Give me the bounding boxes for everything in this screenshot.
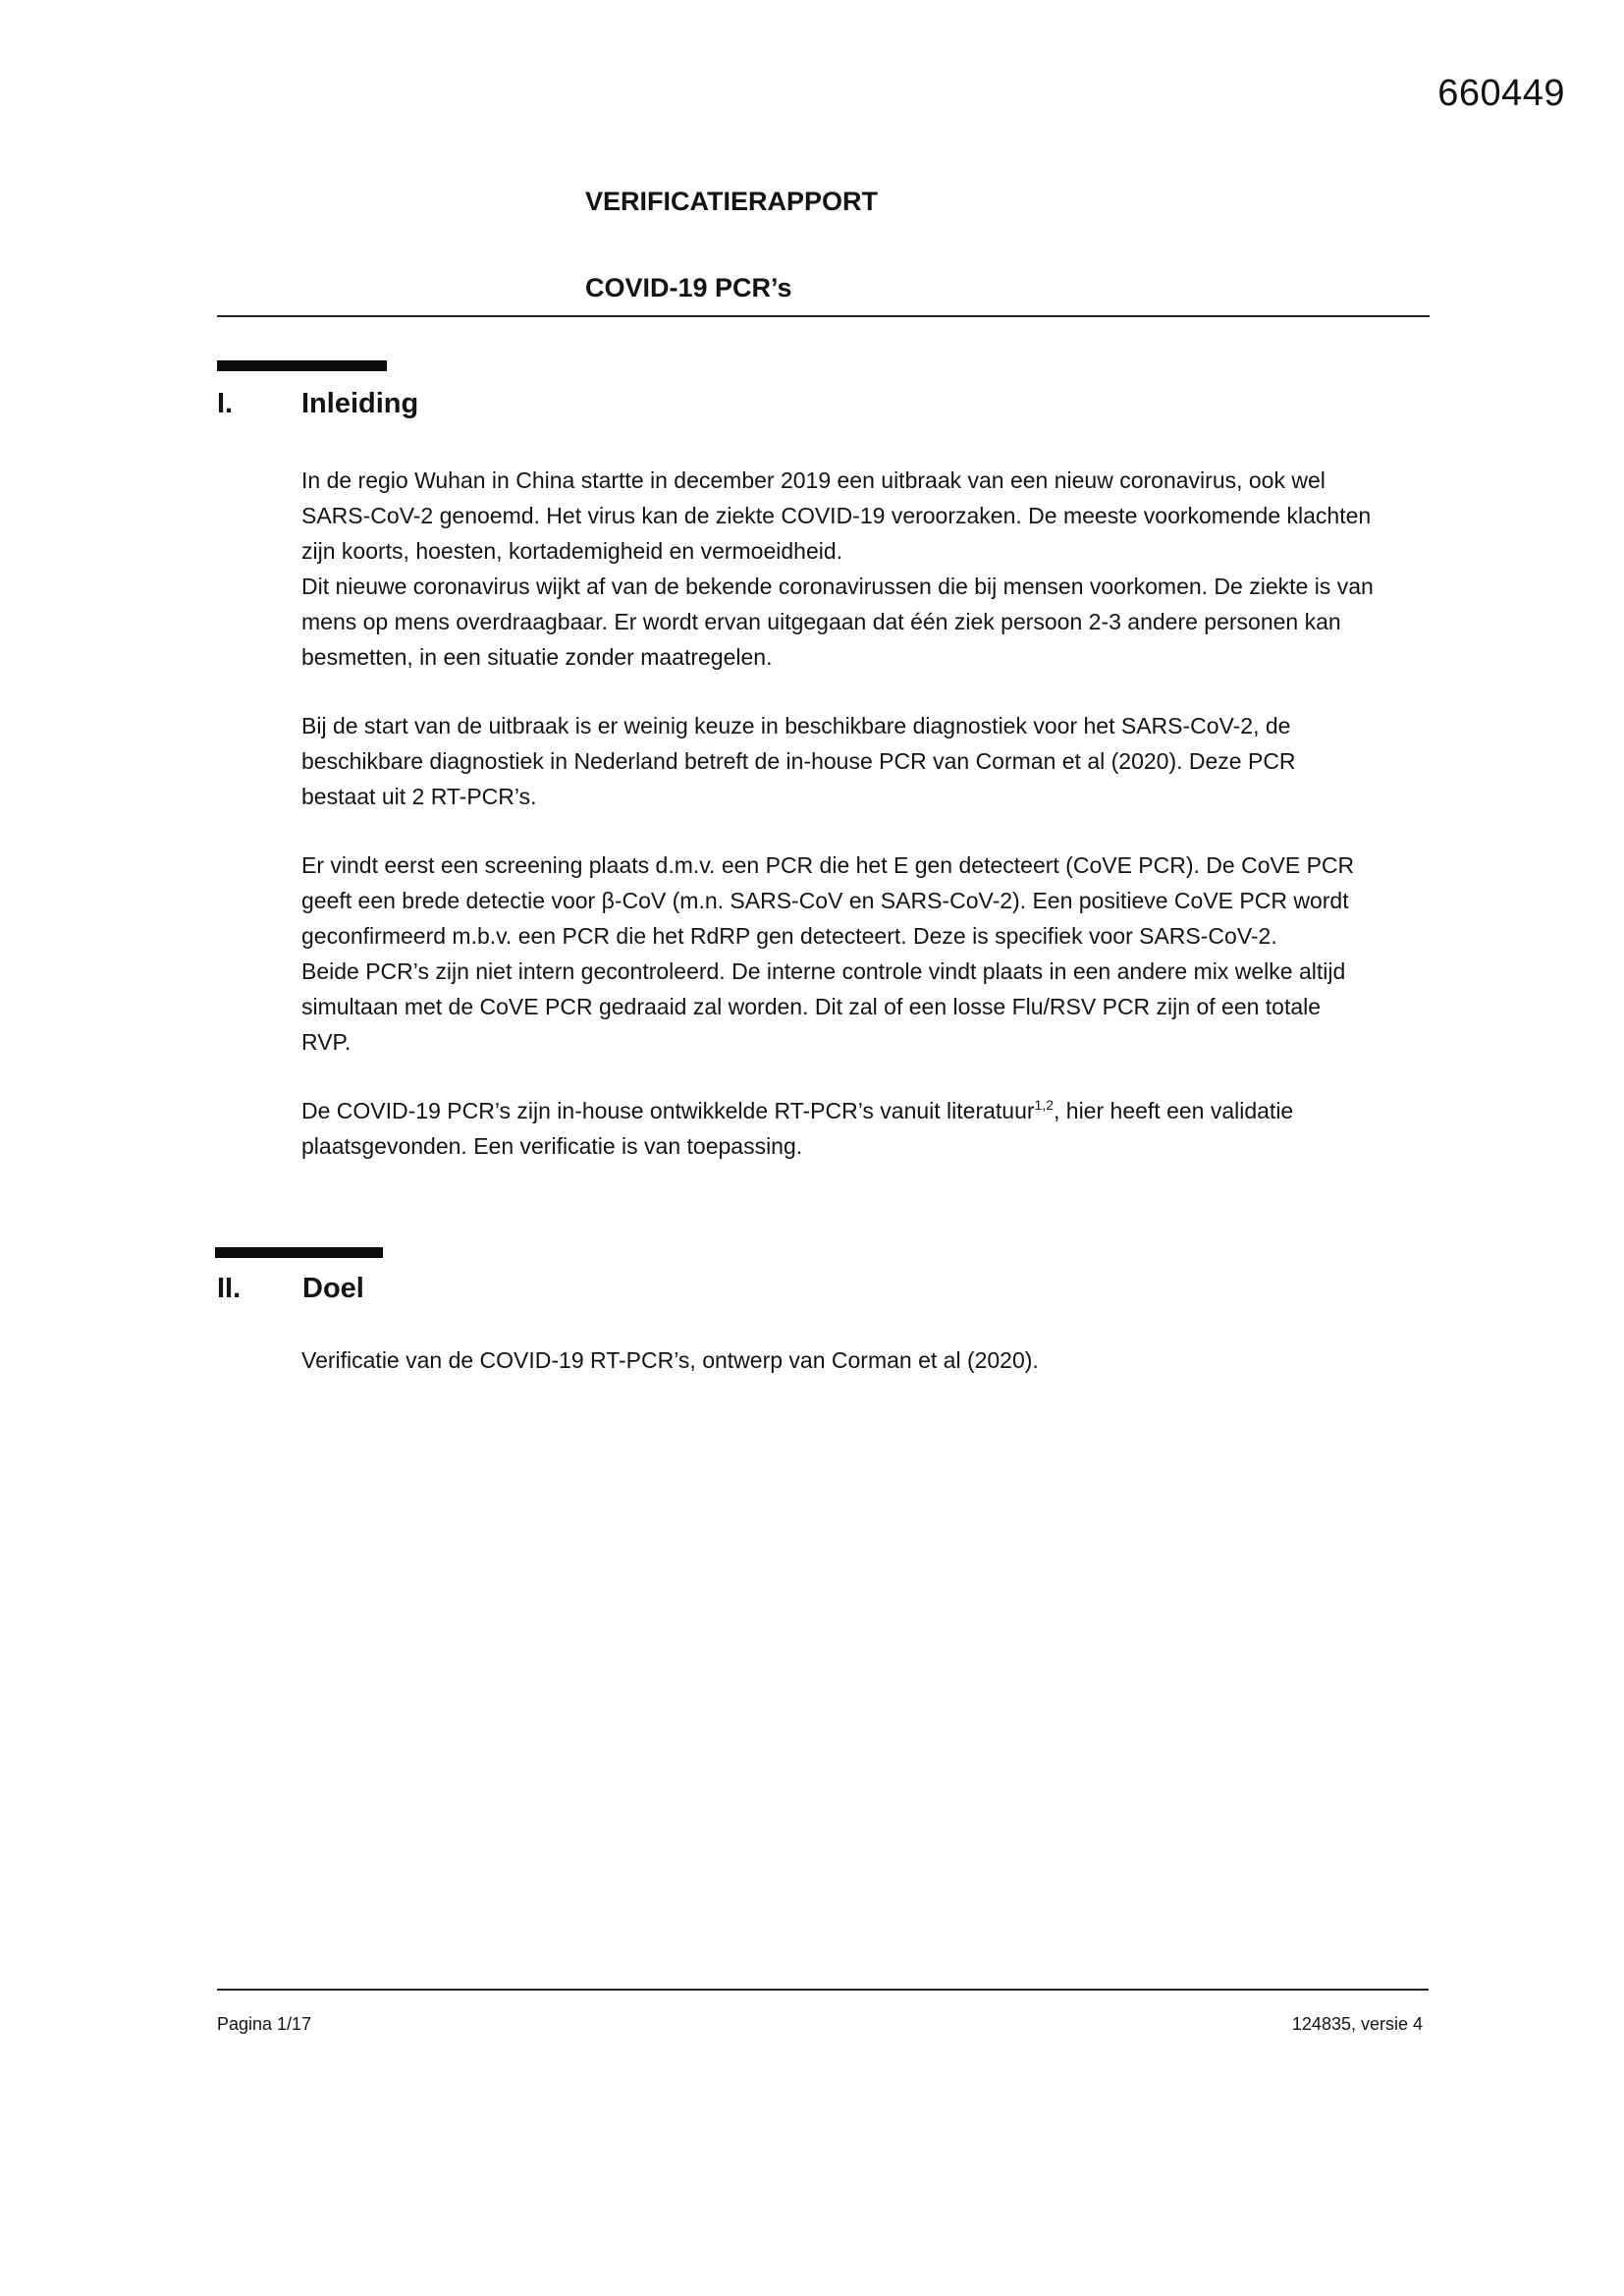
- text-line: Verificatie van de COVID-19 RT-PCR’s, ontwerp van Corman et al (2020).: [301, 1347, 1039, 1373]
- intro-paragraph-4: [301, 1093, 1431, 1164]
- text-line: beschikbare diagnostiek in Nederland betreft de in-house PCR van Corman et al (2020). Deze PCR: [301, 748, 1296, 774]
- section-1-body: [301, 463, 1431, 1197]
- footer-divider: [217, 1989, 1429, 1991]
- text-line: mens op mens overdraagbaar. Er wordt ervan uitgegaan dat één ziek persoon 2-3 andere personen kan: [301, 609, 1341, 634]
- document-number: 660449: [1437, 73, 1565, 114]
- text-line: zijn koorts, hoesten, kortademigheid en vermoeidheid.: [301, 538, 843, 564]
- text-line: besmetten, in een situatie zonder maatregelen.: [301, 644, 773, 670]
- section-1-number: I.: [217, 388, 234, 419]
- text-line: RVP.: [301, 1029, 352, 1055]
- footnote-reference: 1,2: [1034, 1097, 1054, 1113]
- text-line: Bij de start van de uitbraak is er weinig keuze in beschikbare diagnostiek voor het SARS-CoV-2, de: [301, 713, 1291, 738]
- section-1-title: Inleiding: [301, 388, 419, 419]
- report-subtitle: COVID-19 PCR’s: [585, 273, 792, 302]
- report-title: VERIFICATIERAPPORT: [585, 187, 879, 216]
- text-line: [301, 1093, 1431, 1128]
- intro-paragraph-1: [301, 463, 1431, 675]
- section-2-title: Doel: [302, 1273, 364, 1304]
- text-line: Beide PCR’s zijn niet intern gecontroleerd. De interne controle vindt plaats in een andere mix welke altijd: [301, 958, 1346, 984]
- text-line: plaatsgevonden. Een verificatie is van toepassing.: [301, 1133, 803, 1159]
- text-line: Dit nieuwe coronavirus wijkt af van de bekende coronavirussen die bij mensen voorkomen. De ziekte is van: [301, 574, 1374, 599]
- text-line: bestaat uit 2 RT-PCR’s.: [301, 784, 537, 809]
- text-run: De COVID-19 PCR’s zijn in-house ontwikkelde RT-PCR’s vanuit literatuur: [301, 1098, 1035, 1123]
- page-number: Pagina 1/17: [217, 2014, 312, 2034]
- intro-paragraph-2: [301, 708, 1431, 814]
- text-line: SARS-CoV-2 genoemd. Het virus kan de ziekte COVID-19 veroorzaken. De meeste voorkomende klachten: [301, 503, 1372, 528]
- title-divider: [217, 315, 1430, 317]
- intro-paragraph-3: [301, 847, 1431, 1060]
- section-2-bar: [215, 1247, 383, 1258]
- section-2-body: [301, 1342, 1431, 1378]
- section-2-number: II.: [217, 1273, 242, 1304]
- text-line: In de regio Wuhan in China startte in december 2019 een uitbraak van een nieuw coronavirus, ook wel: [301, 467, 1326, 493]
- text-line: Er vindt eerst een screening plaats d.m.v. een PCR die het E gen detecteert (CoVE PCR). De CoVE PCR: [301, 852, 1355, 878]
- text-line: geeft een brede detectie voor β-CoV (m.n. SARS-CoV en SARS-CoV-2). Een positieve CoVE PCR wordt: [301, 888, 1349, 913]
- text-line: simultaan met de CoVE PCR gedraaid zal worden. Dit zal of een losse Flu/RSV PCR zijn of een totale: [301, 994, 1322, 1019]
- text-line: geconfirmeerd m.b.v. een PCR die het RdRP gen detecteert. Deze is specifiek voor SARS-CoV-2.: [301, 923, 1277, 949]
- document-version: 124835, versie 4: [1291, 2014, 1423, 2034]
- section-1-bar: [217, 360, 387, 371]
- text-run: , hier heeft een validatie: [1054, 1098, 1294, 1123]
